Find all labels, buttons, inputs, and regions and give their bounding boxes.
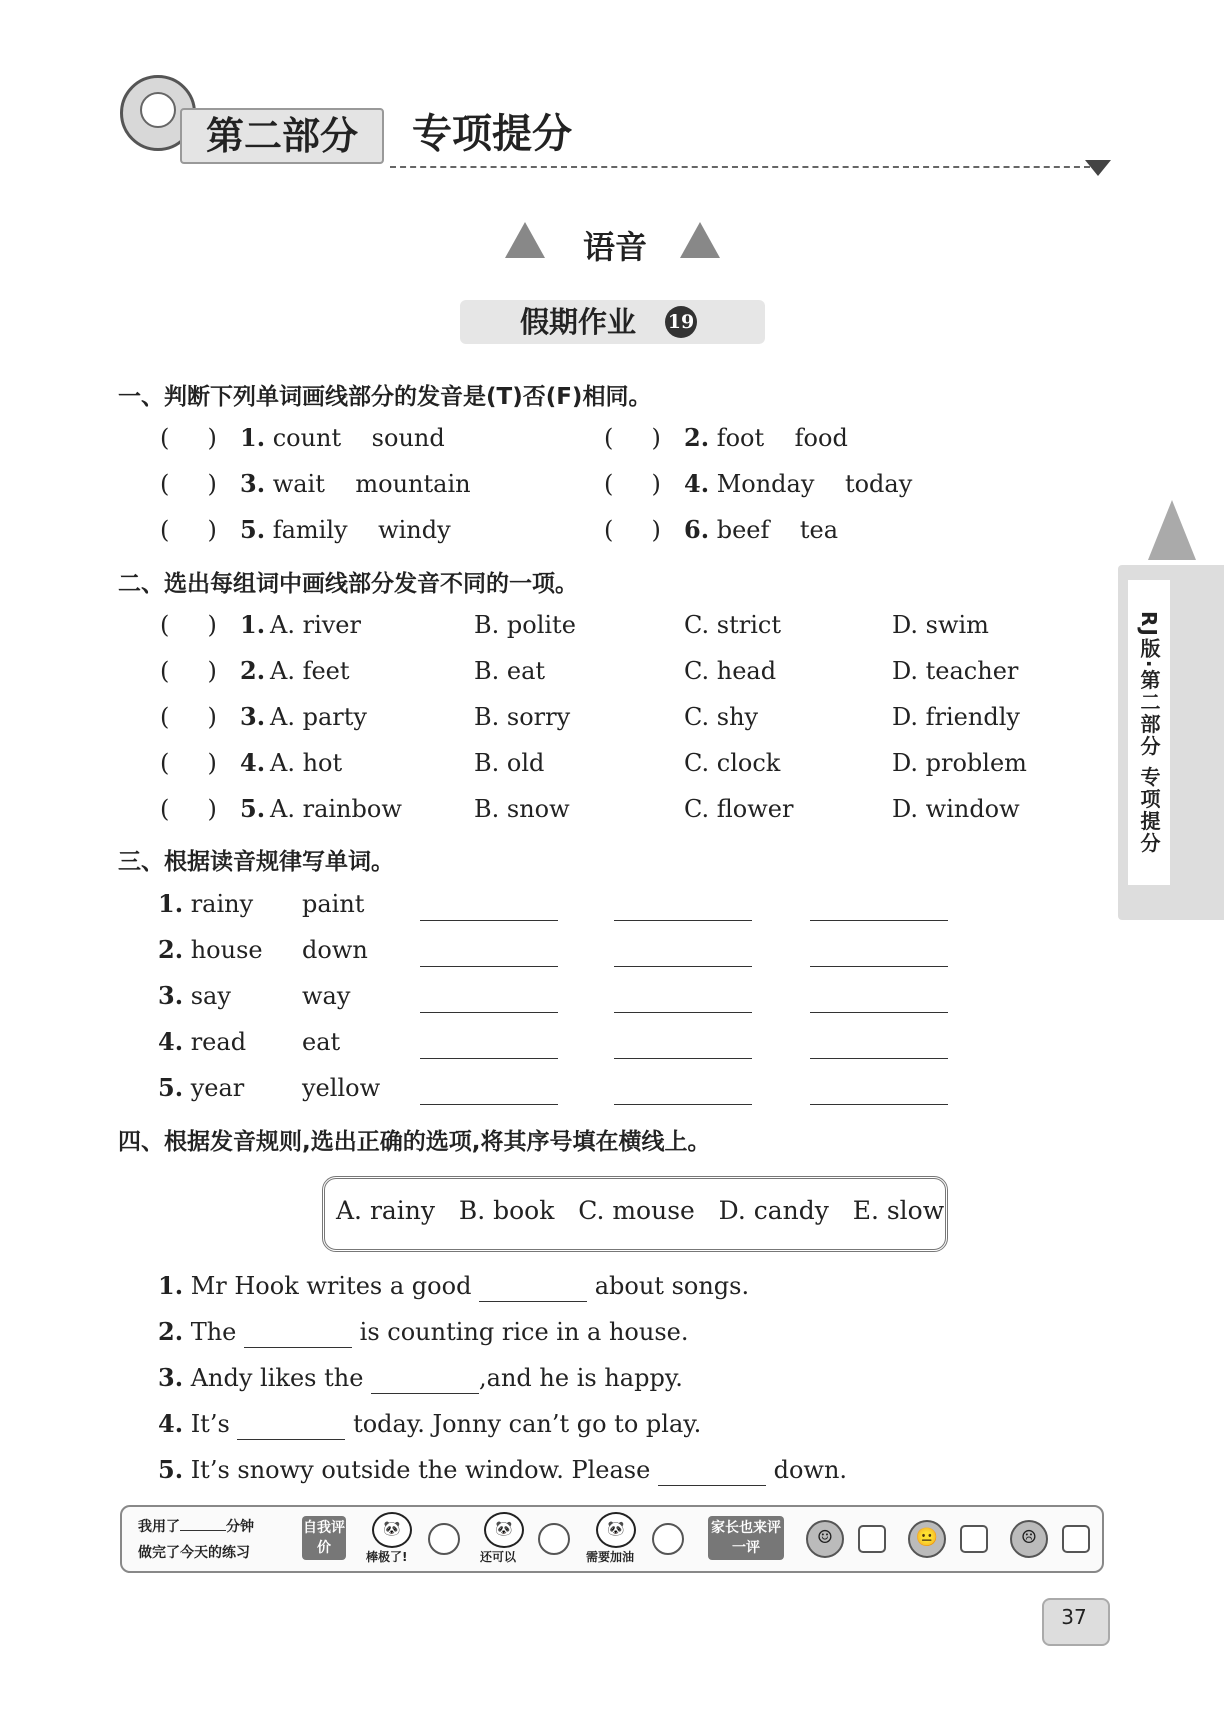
answer-blank[interactable]: [810, 894, 948, 921]
mountain-icon-right: [680, 222, 720, 258]
q1-word: tea: [799, 516, 839, 544]
time-used-label: [138, 1516, 254, 1536]
banner-label: 假期作业: [520, 305, 637, 339]
q4-sentence: [158, 1454, 847, 1486]
rating-circle-checkbox[interactable]: [428, 1523, 460, 1555]
sentence-start: Andy likes the: [190, 1364, 364, 1392]
q4-num: 1.: [158, 1271, 184, 1300]
q3-word: down: [302, 936, 368, 964]
banner-number: 19: [665, 306, 697, 338]
answer-blank[interactable]: [614, 894, 752, 921]
q1-item: ( ) 1. count sound: [160, 423, 445, 452]
q3-row: [158, 1072, 244, 1104]
q2-option-c: C. shy: [684, 703, 759, 731]
answer-blank[interactable]: [810, 1032, 948, 1059]
panda-icon: 🐼: [484, 1512, 524, 1548]
answer-blank[interactable]: [614, 1078, 752, 1105]
q1-word: beef: [716, 516, 770, 544]
q3-word: say: [190, 982, 231, 1010]
sentence-end: about songs.: [594, 1272, 750, 1300]
q4-sentence: [158, 1408, 701, 1440]
q1-word: family: [272, 516, 348, 544]
q2-row: ( ) 3.: [160, 702, 266, 731]
sentence-start: Mr Hook writes a good: [190, 1272, 472, 1300]
answer-blank[interactable]: [244, 1323, 352, 1348]
frown-face-icon: ☹: [1010, 1520, 1048, 1558]
q1-word: foot: [716, 424, 765, 452]
q1-heading: 一、判断下列单词画线部分的发音是(T)否(F)相同。: [118, 384, 652, 410]
q2-num: 1.: [240, 610, 266, 639]
smile-face-icon: ☺: [806, 1520, 844, 1558]
q3-word: eat: [302, 1028, 341, 1056]
q1-item: ( ) 2. foot food: [604, 423, 848, 452]
q1-item: ( ) 5. family windy: [160, 515, 451, 544]
answer-blank[interactable]: [614, 986, 752, 1013]
q4-num: 5.: [158, 1455, 184, 1484]
rating-label: 还可以: [480, 1550, 517, 1564]
answer-blank[interactable]: [614, 1032, 752, 1059]
sentence-end: is counting rice in a house.: [359, 1318, 689, 1346]
q2-option-a: A. feet: [270, 657, 350, 685]
q2-row: ( ) 1.: [160, 610, 266, 639]
answer-blank[interactable]: [371, 1369, 479, 1394]
q2-option-d: D. problem: [892, 749, 1027, 777]
parent-rating-checkbox[interactable]: [858, 1525, 886, 1553]
q2-option-b: B. polite: [474, 611, 576, 639]
time-used-suffix: 做完了今天的练习: [138, 1545, 250, 1561]
answer-blank[interactable]: [420, 1078, 558, 1105]
q2-row: ( ) 5.: [160, 794, 266, 823]
q2-option-b: B. eat: [474, 657, 546, 685]
sentence-end: ,and he is happy.: [479, 1364, 683, 1392]
q2-num: 3.: [240, 702, 266, 731]
q1-num: 2.: [684, 423, 710, 452]
q2-option-a: A. river: [270, 611, 361, 639]
q1-num: 6.: [684, 515, 710, 544]
panda-icon: 🐼: [372, 1512, 412, 1548]
q3-num: 1.: [158, 889, 184, 918]
q2-num: 2.: [240, 656, 266, 685]
answer-blank[interactable]: [420, 894, 558, 921]
q2-option-b: B. sorry: [474, 703, 571, 731]
q2-option-c: C. strict: [684, 611, 781, 639]
q2-option-d: D. window: [892, 795, 1020, 823]
q1-num: 3.: [240, 469, 266, 498]
q3-word: yellow: [302, 1074, 381, 1102]
q4-sentence: [158, 1316, 688, 1348]
q1-num: 4.: [684, 469, 710, 498]
q2-option-b: B. snow: [474, 795, 570, 823]
mountain-icon-left: [505, 222, 545, 258]
sentence-end: down.: [773, 1456, 848, 1484]
part-label: 第二部分: [180, 108, 384, 164]
q1-word: windy: [378, 516, 451, 544]
answer-blank[interactable]: [658, 1461, 766, 1486]
time-used-unit: 分钟: [226, 1519, 254, 1535]
q4-num: 2.: [158, 1317, 184, 1346]
q1-word: mountain: [355, 470, 471, 498]
q3-word: year: [190, 1074, 245, 1102]
q3-word: rainy: [190, 890, 254, 918]
q3-num: 3.: [158, 981, 184, 1010]
sentence-start: It’s snowy outside the window. Please: [190, 1456, 651, 1484]
rating-circle-checkbox[interactable]: [652, 1523, 684, 1555]
q3-row: [158, 888, 253, 920]
q2-option-c: C. flower: [684, 795, 794, 823]
parent-eval-label: 家长也来评一评: [708, 1516, 784, 1560]
sentence-start: The: [190, 1318, 237, 1346]
header-divider: [390, 166, 1090, 168]
q2-num: 4.: [240, 748, 266, 777]
rating-label: 棒极了!: [366, 1550, 408, 1564]
answer-blank[interactable]: [420, 1032, 558, 1059]
self-eval-label: 自我评价: [302, 1516, 346, 1560]
q4-sentence: [158, 1362, 683, 1394]
q3-word: way: [302, 982, 351, 1010]
options-text: A. rainy B. book C. mouse D. candy E. slow: [336, 1196, 945, 1225]
q3-word: house: [190, 936, 263, 964]
q1-num: 5.: [240, 515, 266, 544]
q3-num: 2.: [158, 935, 184, 964]
q2-option-c: C. clock: [684, 749, 781, 777]
side-tab-label: RJ版·第二部分 专项提分: [1128, 580, 1170, 885]
time-used-prefix: 我用了: [138, 1519, 180, 1535]
q3-row: [158, 1026, 246, 1058]
q1-word: count: [272, 424, 342, 452]
q3-row: [158, 934, 263, 966]
answer-blank[interactable]: [810, 940, 948, 967]
q2-row: ( ) 2.: [160, 656, 266, 685]
panda-icon: 🐼: [596, 1512, 636, 1548]
q4-num: 3.: [158, 1363, 184, 1392]
answer-blank[interactable]: [420, 940, 558, 967]
q2-num: 5.: [240, 794, 266, 823]
q1-item: ( ) 3. wait mountain: [160, 469, 471, 498]
sentence-start: It’s: [190, 1410, 230, 1438]
sentence-end: today. Jonny can’t go to play.: [353, 1410, 702, 1438]
answer-blank[interactable]: [237, 1415, 345, 1440]
rating-circle-checkbox[interactable]: [538, 1523, 570, 1555]
q1-word: food: [794, 424, 848, 452]
q2-option-d: D. friendly: [892, 703, 1020, 731]
triangle-down-icon: [1085, 160, 1111, 176]
q4-heading: 四、根据发音规则,选出正确的选项,将其序号填在横线上。: [118, 1129, 711, 1155]
page-number: 37: [1061, 1605, 1087, 1629]
q2-option-a: A. party: [270, 703, 367, 731]
q1-word: today: [844, 470, 913, 498]
answer-blank[interactable]: [810, 1078, 948, 1105]
q3-heading: 三、根据读音规律写单词。: [118, 849, 394, 875]
page-title: 专项提分: [412, 111, 572, 157]
answer-blank[interactable]: [614, 940, 752, 967]
q3-word: paint: [302, 890, 365, 918]
pin-hole: [140, 92, 176, 128]
q3-word: read: [190, 1028, 247, 1056]
q2-option-a: A. rainbow: [270, 795, 402, 823]
answer-blank[interactable]: [420, 986, 558, 1013]
q2-option-b: B. old: [474, 749, 545, 777]
parent-rating-checkbox[interactable]: [1062, 1525, 1090, 1553]
q4-sentence: [158, 1270, 749, 1302]
q2-row: ( ) 4.: [160, 748, 266, 777]
q3-row: [158, 980, 231, 1012]
q2-option-d: D. swim: [892, 611, 989, 639]
q2-heading: 二、选出每组词中画线部分发音不同的一项。: [118, 571, 578, 597]
rating-label: 需要加油: [586, 1550, 635, 1564]
q1-word: Monday: [716, 470, 815, 498]
neutral-face-icon: 😐: [908, 1520, 946, 1558]
answer-blank[interactable]: [810, 986, 948, 1013]
q2-option-d: D. teacher: [892, 657, 1019, 685]
parent-rating-checkbox[interactable]: [960, 1525, 988, 1553]
q1-item: ( ) 4. Monday today: [604, 469, 913, 498]
tree-icon: [1148, 500, 1196, 560]
answer-blank[interactable]: [479, 1277, 587, 1302]
q1-word: wait: [272, 470, 325, 498]
section-title: 语音: [582, 228, 647, 266]
q1-word: sound: [371, 424, 445, 452]
q3-num: 4.: [158, 1027, 184, 1056]
q2-option-c: C. head: [684, 657, 777, 685]
q3-num: 5.: [158, 1073, 184, 1102]
q2-option-a: A. hot: [270, 749, 343, 777]
q4-num: 4.: [158, 1409, 184, 1438]
q1-item: ( ) 6. beef tea: [604, 515, 839, 544]
q1-num: 1.: [240, 423, 266, 452]
